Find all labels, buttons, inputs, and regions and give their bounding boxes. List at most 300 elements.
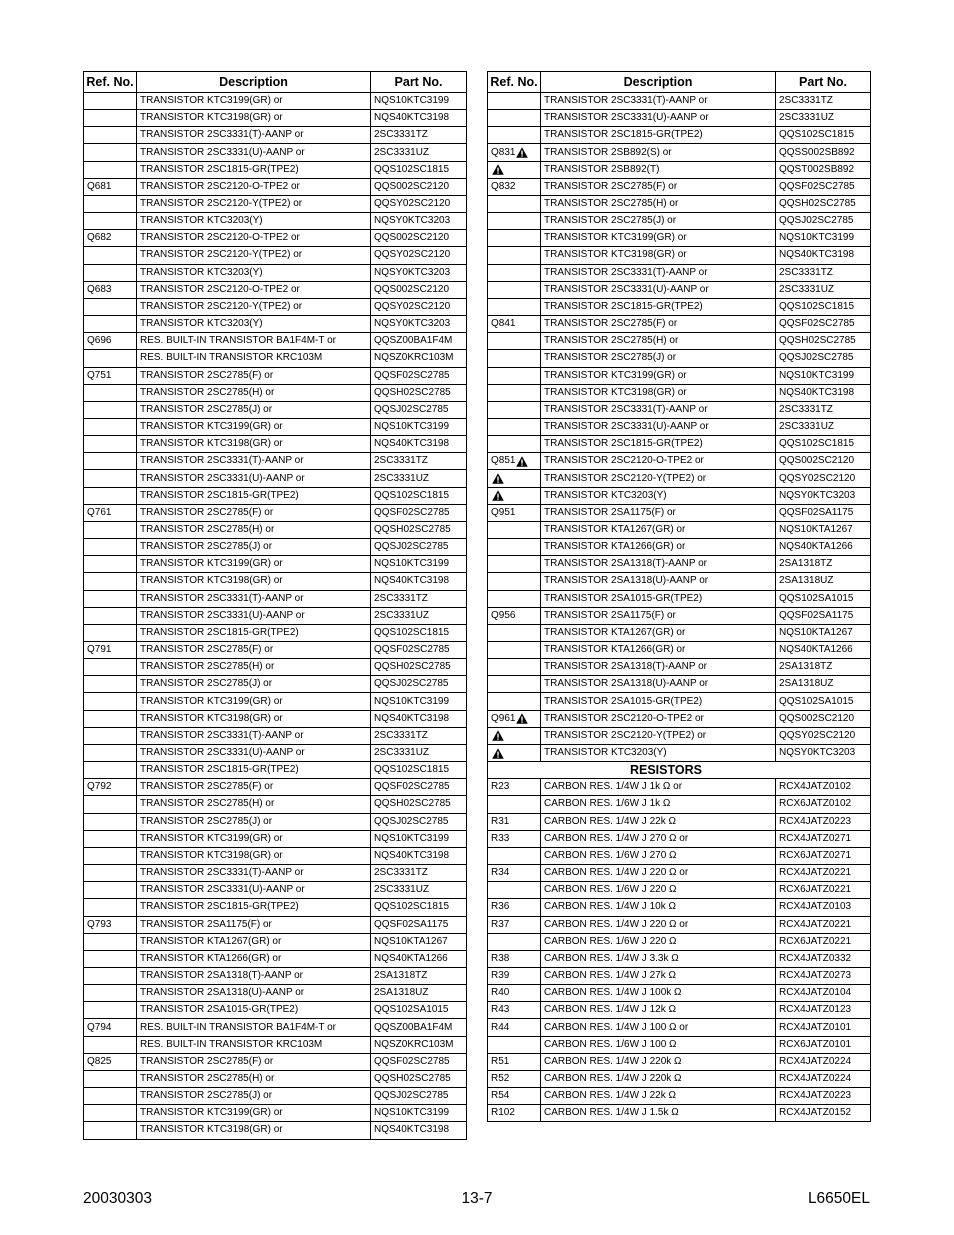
table-row [488, 692, 870, 709]
part-no-cell: QQSY02SC2120 [374, 300, 451, 312]
description-cell: CARBON RES. 1/4W J 10k Ω [541, 899, 776, 915]
description-cell: TRANSISTOR 2SC3331(T)-AANP or [137, 127, 371, 143]
table-row [84, 1036, 466, 1053]
description-cell: TRANSISTOR 2SA1175(F) or [541, 608, 776, 624]
description-cell: CARBON RES. 1/4W J 100 Ω or [541, 1019, 776, 1035]
ref-no-cell [488, 299, 541, 315]
part-no-cell: RCX6JATZ0221 [779, 935, 852, 947]
description-cell: TRANSISTOR KTA1266(GR) or [541, 539, 776, 555]
table-row [488, 658, 870, 675]
ref-no-cell [84, 951, 137, 967]
ref-no-cell [84, 299, 137, 315]
part-no-cell: 2SA1318UZ [374, 987, 429, 999]
description-cell: TRANSISTOR KTA1267(GR) or [541, 522, 776, 538]
ref-no-cell [488, 368, 541, 384]
ref-no-cell [84, 213, 137, 229]
ref-no-cell [488, 196, 541, 212]
part-no-cell: QQS002SC2120 [374, 180, 450, 192]
table-body [84, 92, 466, 1139]
description-cell: CARBON RES. 1/6W J 1k Ω [541, 796, 776, 812]
part-no-cell: QQSF02SA1175 [779, 609, 854, 621]
table-row [84, 349, 466, 366]
part-no-cell: RCX6JATZ0271 [779, 849, 852, 861]
ref-no-cell [488, 1037, 541, 1053]
ref-no-cell [84, 453, 137, 469]
ref-no-text: Q792 [87, 781, 112, 793]
ref-no-cell [84, 745, 137, 761]
description-cell: TRANSISTOR 2SC2120-Y(TPE2) or [137, 196, 371, 212]
ref-no-cell [84, 608, 137, 624]
ref-no-cell [84, 899, 137, 915]
description-cell: TRANSISTOR 2SC1815-GR(TPE2) [541, 127, 776, 143]
part-no-cell: NQSZ0KRC103M [374, 352, 454, 364]
ref-no-cell [488, 745, 541, 761]
part-no-cell: RCX4JATZ0271 [779, 832, 852, 844]
table-row [488, 847, 870, 864]
table-row [84, 710, 466, 727]
table-row [84, 830, 466, 847]
description-cell: TRANSISTOR 2SA1175(F) or [541, 505, 776, 521]
part-no-cell: QQSF02SC2785 [374, 1055, 450, 1067]
part-no-cell: QQSF02SA1175 [374, 918, 449, 930]
ref-no-text: Q832 [491, 180, 516, 192]
description-cell: TRANSISTOR KTA1267(GR) or [541, 625, 776, 641]
part-no-cell: 2SC3331TZ [374, 867, 428, 879]
description-cell: TRANSISTOR 2SC2120-O-TPE2 or [137, 230, 371, 246]
table-row [84, 916, 466, 933]
ref-no-cell [488, 728, 541, 744]
ref-no-cell [84, 368, 137, 384]
table-row [488, 264, 870, 281]
description-cell: TRANSISTOR KTA1267(GR) or [137, 934, 371, 950]
table-row [84, 401, 466, 418]
table-row [84, 109, 466, 126]
ref-no-cell [488, 522, 541, 538]
table-row [84, 92, 466, 109]
part-no-cell: QQSZ00BA1F4M [374, 335, 453, 347]
table-row [84, 1018, 466, 1035]
part-no-cell: RCX4JATZ0152 [779, 1107, 852, 1119]
ref-no-cell [488, 402, 541, 418]
table-row [84, 229, 466, 246]
table-row [488, 349, 870, 366]
table-row [488, 212, 870, 229]
part-no-cell: NQSY0KTC3203 [779, 489, 856, 501]
table-row [488, 710, 870, 727]
part-no-cell: QQSY02SC2120 [779, 472, 856, 484]
ref-no-cell [84, 179, 137, 195]
part-no-cell: NQS40KTC3198 [374, 438, 450, 450]
description-cell: CARBON RES. 1/6W J 220 Ω [541, 934, 776, 950]
description-cell: TRANSISTOR 2SC2785(F) or [137, 1054, 371, 1070]
part-no-cell: QQSJ02SC2785 [374, 1090, 449, 1102]
table-row [84, 658, 466, 675]
part-no-cell: QQSF02SC2785 [374, 781, 450, 793]
part-no-cell: 2SA1318UZ [779, 678, 834, 690]
ref-no-cell [488, 693, 541, 709]
description-cell: TRANSISTOR 2SC3331(U)-AANP or [137, 882, 371, 898]
table-row [84, 212, 466, 229]
description-cell: TRANSISTOR 2SC2120-Y(TPE2) or [541, 470, 776, 486]
part-no-cell: 2SC3331UZ [779, 112, 835, 124]
description-cell: TRANSISTOR 2SC3331(T)-AANP or [137, 591, 371, 607]
ref-no-text: Q761 [87, 506, 112, 518]
ref-no-cell [84, 539, 137, 555]
ref-no-header: Ref. No. [488, 72, 541, 92]
ref-no-cell [84, 1019, 137, 1035]
table-row [488, 1053, 870, 1070]
part-no-cell: QQSF02SC2785 [374, 644, 450, 656]
description-cell: TRANSISTOR 2SB892(S) or [541, 144, 776, 160]
ref-no-cell [84, 162, 137, 178]
ref-no-cell [84, 93, 137, 109]
table-row [84, 761, 466, 778]
ref-no-cell [488, 505, 541, 521]
part-no-cell: 2SC3331TZ [374, 455, 428, 467]
table-row [84, 367, 466, 384]
description-cell: TRANSISTOR 2SC2785(J) or [137, 1088, 371, 1104]
table-row [488, 916, 870, 933]
part-no-cell: QQSF02SC2785 [374, 506, 450, 518]
description-cell: TRANSISTOR 2SA1318(U)-AANP or [137, 985, 371, 1001]
table-row [84, 607, 466, 624]
ref-no-text: Q696 [87, 335, 112, 347]
parts-table-right [487, 71, 871, 1122]
ref-no-cell [488, 333, 541, 349]
description-cell: TRANSISTOR 2SC2785(H) or [137, 796, 371, 812]
table-row [488, 178, 870, 195]
part-no-cell: QQSH02SC2785 [779, 198, 856, 210]
ref-no-cell [84, 488, 137, 504]
ref-no-cell [84, 917, 137, 933]
table-row [488, 1087, 870, 1104]
part-no-cell: 2SC3331TZ [374, 592, 428, 604]
section-title: RESISTORS [629, 763, 702, 778]
table-row [84, 1070, 466, 1087]
ref-no-cell [488, 917, 541, 933]
description-cell: TRANSISTOR 2SC3331(U)-AANP or [541, 419, 776, 435]
description-cell: RES. BUILT-IN TRANSISTOR BA1F4M-T or [137, 333, 371, 349]
table-row [84, 538, 466, 555]
part-no-cell: NQS10KTC3199 [374, 558, 450, 570]
table-row [84, 881, 466, 898]
description-cell: TRANSISTOR KTA1266(GR) or [541, 642, 776, 658]
table-row [84, 967, 466, 984]
table-row [488, 675, 870, 692]
description-cell: CARBON RES. 1/4W J 100k Ω [541, 985, 776, 1001]
table-row [488, 504, 870, 521]
table-row [488, 1018, 870, 1035]
ref-no-cell [488, 848, 541, 864]
table-row [488, 641, 870, 658]
ref-no-cell [488, 779, 541, 795]
part-no-cell: QQSH02SC2785 [374, 386, 451, 398]
ref-no-cell [84, 350, 137, 366]
description-cell: TRANSISTOR 2SC2120-Y(TPE2) or [137, 299, 371, 315]
description-cell: TRANSISTOR 2SC1815-GR(TPE2) [137, 899, 371, 915]
part-no-cell: RCX4JATZ0123 [779, 1004, 852, 1016]
description-cell: TRANSISTOR KTC3203(Y) [137, 213, 371, 229]
description-cell: TRANSISTOR 2SC2785(H) or [137, 1071, 371, 1087]
description-cell: CARBON RES. 1/4W J 220 Ω or [541, 865, 776, 881]
part-no-cell: RCX4JATZ0224 [779, 1072, 852, 1084]
ref-no-text: R52 [491, 1072, 510, 1084]
ref-no-cell [488, 676, 541, 692]
ref-no-text: R37 [491, 918, 510, 930]
description-cell: TRANSISTOR 2SB892(T) [541, 162, 776, 178]
ref-no-cell [84, 265, 137, 281]
description-cell: TRANSISTOR 2SC2120-Y(TPE2) or [137, 247, 371, 263]
ref-no-header: Ref. No. [84, 72, 137, 92]
description-cell: TRANSISTOR KTC3198(GR) or [137, 848, 371, 864]
description-cell: TRANSISTOR 2SA1318(U)-AANP or [541, 676, 776, 692]
table-row [488, 161, 870, 178]
description-cell: TRANSISTOR 2SC2785(J) or [541, 213, 776, 229]
part-no-cell: RCX6JATZ0221 [779, 884, 852, 896]
table-row [488, 967, 870, 984]
ref-no-cell [84, 1037, 137, 1053]
description-cell: TRANSISTOR 2SA1318(T)-AANP or [541, 659, 776, 675]
table-row [84, 641, 466, 658]
ref-no-cell [84, 865, 137, 881]
ref-no-cell [488, 247, 541, 263]
part-no-cell: 2SC3331UZ [374, 472, 430, 484]
table-row [488, 126, 870, 143]
description-cell: TRANSISTOR KTC3198(GR) or [137, 711, 371, 727]
part-no-cell: RCX4JATZ0332 [779, 952, 852, 964]
ref-no-text: R54 [491, 1090, 510, 1102]
ref-no-cell [488, 1054, 541, 1070]
description-cell: CARBON RES. 1/4W J 1.5k Ω [541, 1105, 776, 1121]
ref-no-cell [488, 316, 541, 332]
ref-no-text: R39 [491, 970, 510, 982]
table-row [488, 795, 870, 812]
part-no-cell: NQS10KTC3199 [374, 1107, 450, 1119]
ref-no-cell [84, 848, 137, 864]
part-no-cell: QQSY02SC2120 [374, 249, 451, 261]
description-header: Description [541, 72, 776, 92]
ref-no-cell [488, 162, 541, 178]
table-row [488, 143, 870, 160]
description-cell: TRANSISTOR 2SC2785(F) or [137, 368, 371, 384]
ref-no-text: Q956 [491, 609, 516, 621]
part-no-cell: QQSH02SC2785 [374, 1072, 451, 1084]
table-row [488, 555, 870, 572]
description-cell: TRANSISTOR 2SC3331(U)-AANP or [137, 144, 371, 160]
table-row [84, 332, 466, 349]
ref-no-text: R40 [491, 987, 510, 999]
table-row [84, 555, 466, 572]
ref-no-cell [84, 762, 137, 778]
ref-no-cell [488, 882, 541, 898]
description-cell: TRANSISTOR KTC3203(Y) [541, 745, 776, 761]
part-no-header: Part No. [799, 75, 847, 89]
description-cell: TRANSISTOR KTC3198(GR) or [137, 1122, 371, 1138]
table-row [488, 778, 870, 795]
ref-no-text: Q841 [491, 318, 516, 330]
part-no-cell: QQS102SA1015 [374, 1004, 449, 1016]
description-cell: TRANSISTOR 2SC3331(U)-AANP or [137, 470, 371, 486]
part-no-cell: QQSJ02SC2785 [374, 678, 449, 690]
description-cell: TRANSISTOR KTC3199(GR) or [137, 831, 371, 847]
description-cell: TRANSISTOR 2SA1015-GR(TPE2) [541, 591, 776, 607]
table-row [84, 898, 466, 915]
part-no-cell: NQS10KTC3199 [374, 421, 450, 433]
description-cell: TRANSISTOR 2SC2785(F) or [541, 316, 776, 332]
part-no-cell: NQSY0KTC3203 [779, 747, 856, 759]
ref-no-cell [84, 573, 137, 589]
description-cell: TRANSISTOR 2SC3331(U)-AANP or [541, 282, 776, 298]
description-cell: TRANSISTOR 2SA1318(T)-AANP or [137, 968, 371, 984]
part-no-cell: QQS102SC1815 [374, 163, 450, 175]
description-cell: TRANSISTOR 2SC2785(J) or [137, 539, 371, 555]
description-cell: TRANSISTOR KTC3199(GR) or [137, 93, 371, 109]
ref-no-cell [488, 230, 541, 246]
ref-no-cell [84, 110, 137, 126]
table-row [488, 830, 870, 847]
part-no-cell: NQSY0KTC3203 [374, 266, 451, 278]
table-row [488, 521, 870, 538]
part-no-cell: QQS102SC1815 [779, 300, 855, 312]
ref-no-cell [488, 1002, 541, 1018]
description-cell: RES. BUILT-IN TRANSISTOR KRC103M [137, 350, 371, 366]
description-cell: TRANSISTOR KTC3199(GR) or [541, 230, 776, 246]
table-row [488, 1104, 870, 1121]
warning-icon [516, 147, 528, 158]
part-no-cell: RCX4JATZ0221 [779, 867, 852, 879]
part-no-cell: RCX4JATZ0223 [779, 1090, 852, 1102]
ref-no-cell [488, 1088, 541, 1104]
part-no-cell: QQSJ02SC2785 [374, 541, 449, 553]
ref-no-cell [488, 1071, 541, 1087]
ref-no-text: Q825 [87, 1055, 112, 1067]
description-cell: TRANSISTOR 2SA1175(F) or [137, 917, 371, 933]
table-row [84, 178, 466, 195]
part-no-cell: QQSF02SC2785 [779, 318, 855, 330]
part-no-cell: RCX6JATZ0101 [779, 1038, 852, 1050]
footer-date: 20030303 [83, 1190, 152, 1207]
table-row [488, 195, 870, 212]
ref-no-cell [488, 573, 541, 589]
description-cell: TRANSISTOR KTA1266(GR) or [137, 951, 371, 967]
description-cell: TRANSISTOR 2SC1815-GR(TPE2) [137, 162, 371, 178]
description-cell: TRANSISTOR 2SC2785(J) or [137, 676, 371, 692]
table-row [84, 504, 466, 521]
table-row [488, 367, 870, 384]
part-no-cell: 2SA1318UZ [779, 575, 834, 587]
table-header-row [488, 72, 870, 92]
description-cell: CARBON RES. 1/6W J 270 Ω [541, 848, 776, 864]
table-row [488, 92, 870, 109]
table-row [488, 624, 870, 641]
ref-no-cell [84, 659, 137, 675]
part-no-cell: 2SC3331TZ [779, 266, 833, 278]
part-no-cell: QQSF02SA1175 [779, 506, 854, 518]
table-row [84, 864, 466, 881]
description-cell: TRANSISTOR 2SC3331(T)-AANP or [137, 453, 371, 469]
description-cell: TRANSISTOR KTC3198(GR) or [137, 573, 371, 589]
table-row [488, 109, 870, 126]
part-no-cell: RCX4JATZ0103 [779, 901, 852, 913]
ref-no-cell [488, 814, 541, 830]
table-row [488, 590, 870, 607]
table-row [84, 813, 466, 830]
table-row [84, 298, 466, 315]
ref-no-text: Q751 [87, 369, 112, 381]
part-no-cell: QQS002SC2120 [779, 712, 855, 724]
description-cell: TRANSISTOR KTC3198(GR) or [137, 436, 371, 452]
ref-no-cell [84, 505, 137, 521]
description-cell: CARBON RES. 1/4W J 22k Ω [541, 1088, 776, 1104]
ref-no-cell [84, 814, 137, 830]
ref-no-text: R44 [491, 1021, 510, 1033]
description-cell: TRANSISTOR 2SC2785(F) or [137, 779, 371, 795]
part-no-cell: QQS102SA1015 [779, 695, 854, 707]
ref-no-cell [84, 728, 137, 744]
part-no-cell: 2SC3331UZ [374, 146, 430, 158]
part-no-cell: NQS40KTC3198 [779, 249, 855, 261]
warning-icon [516, 713, 528, 724]
part-no-cell: 2SA1318TZ [779, 661, 833, 673]
description-cell: TRANSISTOR 2SC2120-O-TPE2 or [137, 179, 371, 195]
table-row [488, 984, 870, 1001]
ref-no-text: Q791 [87, 644, 112, 656]
description-cell: CARBON RES. 1/4W J 220k Ω [541, 1071, 776, 1087]
ref-no-cell [84, 985, 137, 1001]
ref-no-cell [488, 934, 541, 950]
ref-no-cell [84, 693, 137, 709]
ref-no-cell [84, 1002, 137, 1018]
table-row [488, 281, 870, 298]
ref-no-cell [84, 196, 137, 212]
description-cell: TRANSISTOR 2SC2785(J) or [137, 402, 371, 418]
table-row [488, 898, 870, 915]
part-no-cell: QQS102SC1815 [779, 129, 855, 141]
description-cell: TRANSISTOR 2SC1815-GR(TPE2) [137, 488, 371, 504]
table-row [84, 1001, 466, 1018]
description-cell: TRANSISTOR 2SC2785(F) or [541, 179, 776, 195]
description-cell: TRANSISTOR 2SA1318(T)-AANP or [541, 556, 776, 572]
ref-no-cell [84, 470, 137, 486]
part-no-cell: QQS102SC1815 [779, 438, 855, 450]
part-no-cell: QQSH02SC2785 [374, 661, 451, 673]
ref-no-cell [84, 333, 137, 349]
description-header: Description [137, 72, 371, 92]
ref-no-text: R43 [491, 1004, 510, 1016]
ref-no-cell [488, 144, 541, 160]
ref-no-cell [488, 1019, 541, 1035]
table-row [488, 401, 870, 418]
table-row [488, 487, 870, 504]
description-cell: CARBON RES. 1/4W J 12k Ω [541, 1002, 776, 1018]
ref-no-cell [84, 831, 137, 847]
ref-no-cell [84, 556, 137, 572]
table-row [488, 933, 870, 950]
ref-no-cell [84, 402, 137, 418]
ref-no-cell [488, 659, 541, 675]
warning-icon [492, 490, 504, 501]
part-no-cell: 2SA1318TZ [779, 558, 833, 570]
ref-no-cell [488, 831, 541, 847]
warning-icon [492, 473, 504, 484]
ref-no-cell [488, 93, 541, 109]
part-no-cell: QQS002SC2120 [779, 455, 855, 467]
table-row [488, 538, 870, 555]
ref-no-text: Q951 [491, 506, 516, 518]
ref-no-cell [488, 951, 541, 967]
description-cell: CARBON RES. 1/6W J 220 Ω [541, 882, 776, 898]
description-cell: TRANSISTOR 2SC3331(T)-AANP or [541, 93, 776, 109]
